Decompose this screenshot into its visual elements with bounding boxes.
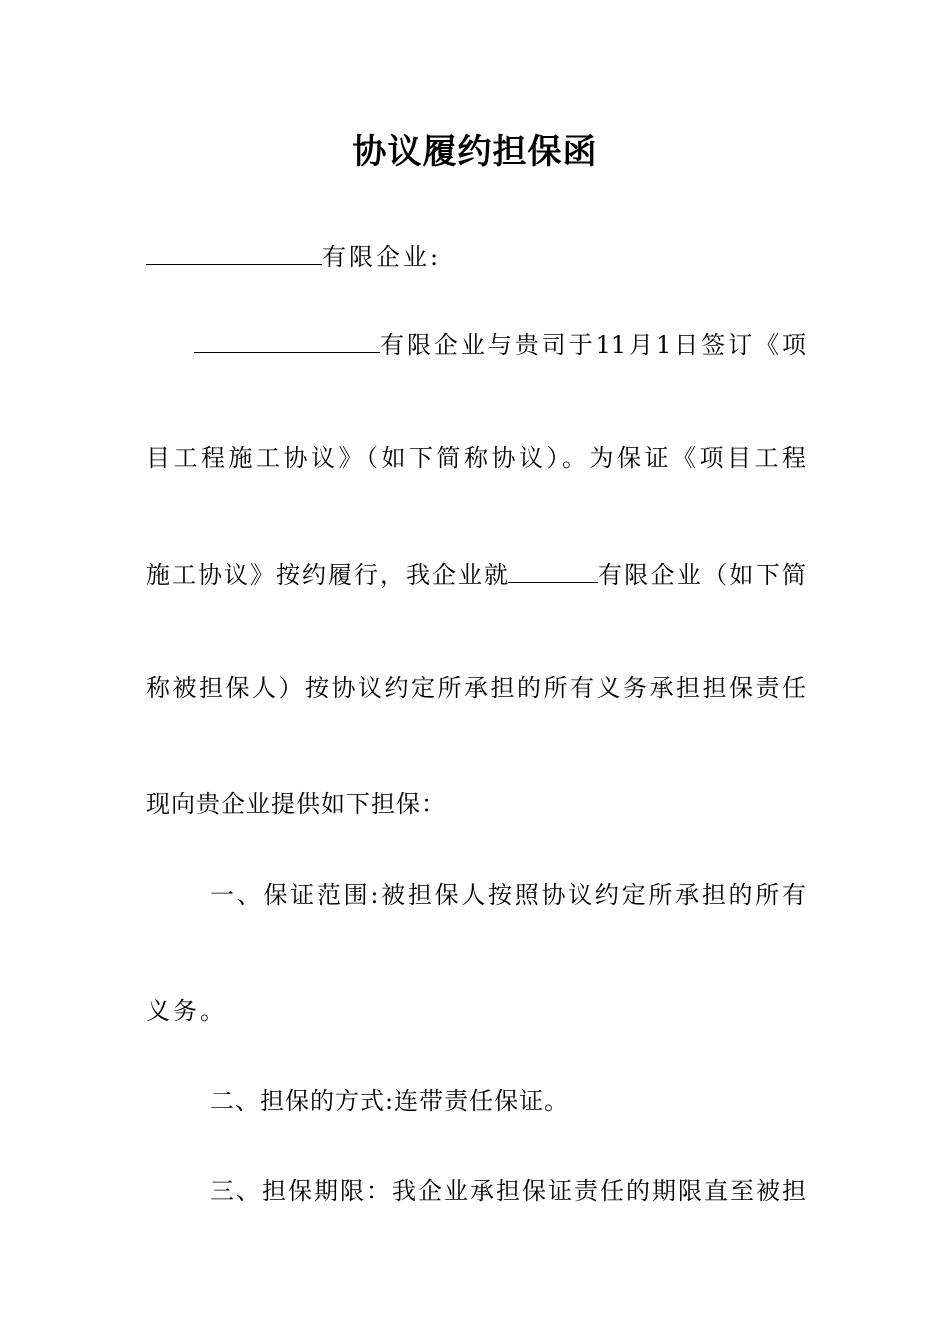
body-line-2: 目工程施工协议》（如下简称协议）。为保证《项目工程 xyxy=(146,444,806,472)
clause-3-line-1: 三、担保期限：我企业承担保证责任的期限直至被担 xyxy=(210,1177,806,1205)
blank-underline xyxy=(194,326,380,353)
clause-1-line-2: 义务。 xyxy=(146,997,227,1025)
body-text: 施工协议》按约履行，我企业就 xyxy=(146,561,508,589)
clause-1-line-1: 一、保证范围:被担保人按照协议约定所承担的所有 xyxy=(210,881,806,909)
body-text: 有限企业（如下简 xyxy=(598,561,806,589)
document-title: 协议履约担保函 xyxy=(352,132,598,172)
salutation-line xyxy=(146,238,441,274)
body-line-1 xyxy=(194,326,806,362)
body-text: 有限企业与贵司于11月1日签订《项 xyxy=(380,331,806,359)
body-line-3 xyxy=(146,556,806,592)
salutation-text: 有限企业: xyxy=(322,243,442,271)
blank-underline xyxy=(146,238,322,265)
body-line-5: 现向贵企业提供如下担保： xyxy=(146,790,446,818)
body-line-4: 称被担保人）按协议约定所承担的所有义务承担担保责任 xyxy=(146,674,806,702)
clause-2-line: 二、担保的方式:连带责任保证。 xyxy=(210,1087,570,1115)
blank-underline xyxy=(508,556,598,583)
